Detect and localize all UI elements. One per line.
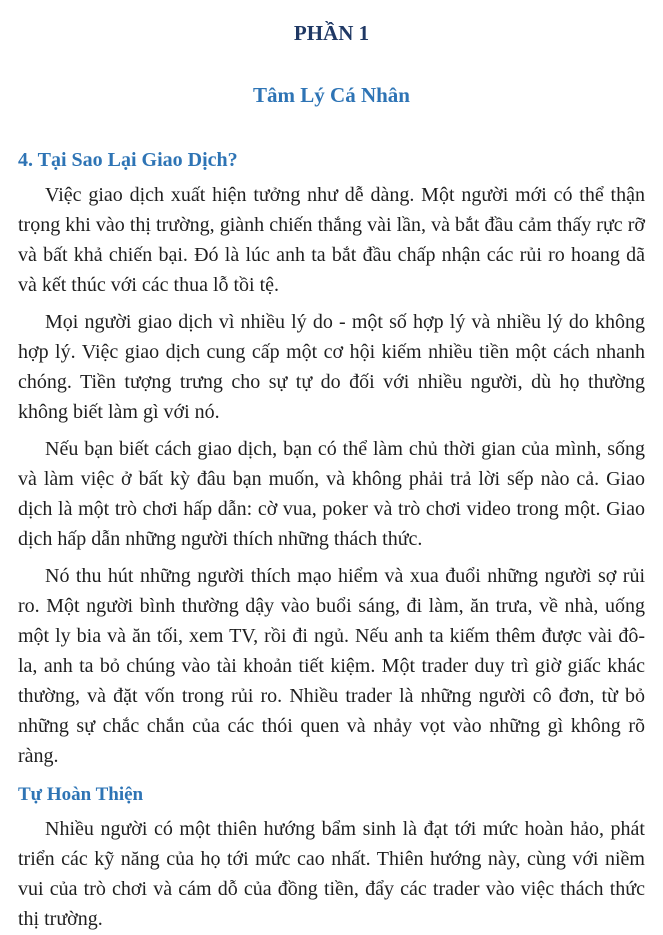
subsection-heading: Tự Hoàn Thiện xyxy=(18,784,144,805)
section-paragraph-1: Việc giao dịch xuất hiện tưởng như dễ dàng. Một người mới có thể thận trọng khi vào thị trường, giành chiến thắng vài lần, và bắt đầu cảm thấy rực rỡ và bất khả chiến bại. Đó là lúc anh ta bắt đầu chấp nhận các rủi ro hoang dã và kết thúc với các thua lỗ tồi tệ. xyxy=(18,184,645,296)
section-paragraph-4: Nó thu hút những người thích mạo hiểm và xua đuổi những người sợ rủi ro. Một người bình thường dậy vào buổi sáng, đi làm, ăn trưa, về nhà, uống một ly bia và ăn tối, xem TV, rồi đi ngủ. Nếu anh ta kiếm thêm được vài đô-la, anh ta bỏ chúng vào tài khoản tiết kiệm. Một trader duy trì giờ giấc khác thường, và đặt vốn trong rủi ro. Nhiều trader là những người cô đơn, từ bỏ những sự chắc chắn của các thói quen và nhảy vọt vào những gì không rõ ràng. xyxy=(18,565,645,767)
section-heading: 4. Tại Sao Lại Giao Dịch? xyxy=(18,149,238,171)
section-paragraph-3: Nếu bạn biết cách giao dịch, bạn có thể làm chủ thời gian của mình, sống và làm việc ở bất kỳ đâu bạn muốn, và không phải trả lời sếp nào cả. Giao dịch là một trò chơi hấp dẫn: cờ vua, poker và trò chơi video trong một. Giao dịch hấp dẫn những người thích những thách thức. xyxy=(18,438,645,550)
part-label: PHẦN 1 xyxy=(293,21,370,45)
subsection-paragraph-1: Nhiều người có một thiên hướng bẩm sinh là đạt tới mức hoàn hảo, phát triển các kỹ năng của họ tới mức cao nhất. Thiên hướng này, cùng với niềm vui của trò chơi và cám dỗ của đồng tiền, đẩy các trader vào việc thách thức thị trường. xyxy=(18,818,645,930)
section-paragraph-2: Mọi người giao dịch vì nhiều lý do - một số hợp lý và nhiều lý do không hợp lý. Việc giao dịch cung cấp một cơ hội kiếm nhiều tiền một cách nhanh chóng. Tiền tượng trưng cho sự tự do đối với nhiều người, dù họ thường không biết làm gì với nó. xyxy=(18,311,645,423)
part-title: Tâm Lý Cá Nhân xyxy=(253,83,410,107)
